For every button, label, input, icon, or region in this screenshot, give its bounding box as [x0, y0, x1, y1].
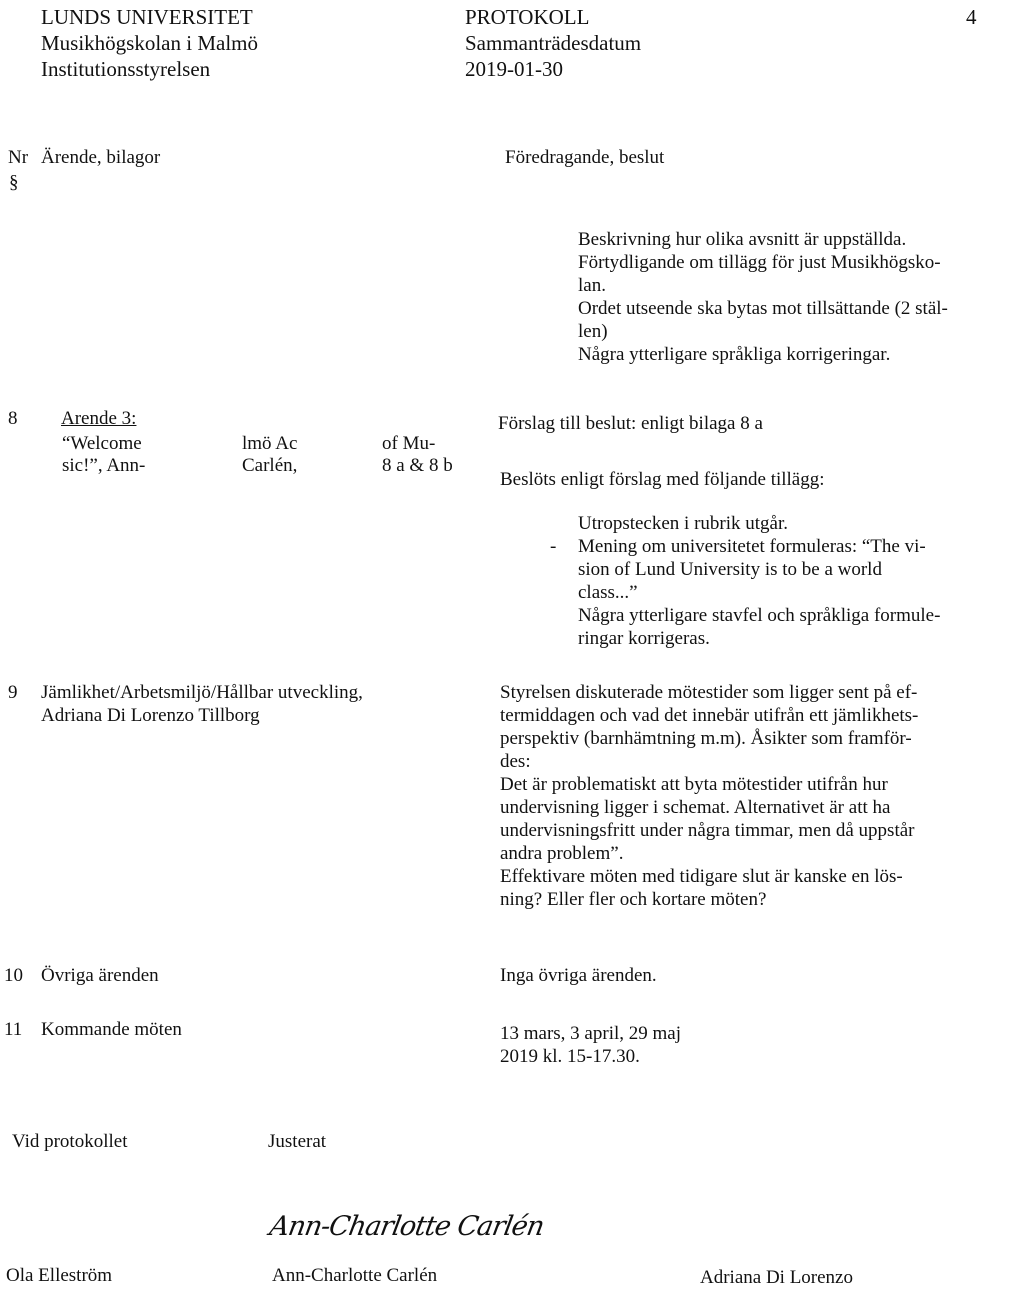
signature-ann-charlotte: Ann-Charlotte Carlén: [267, 1211, 547, 1242]
text-line: andra problem”.: [500, 843, 624, 864]
text-line: ning? Eller fler och kortare möten?: [500, 889, 767, 910]
item9-title: [41, 681, 363, 727]
date-line: 2019 kl. 15-17.30.: [500, 1046, 640, 1067]
note-line: Beskrivning hur olika avsnitt är uppställda.: [578, 229, 907, 250]
item11-number: 11: [4, 1019, 23, 1040]
item8-additions: [578, 512, 940, 650]
title-line: Jämlikhet/Arbetsmiljö/Hållbar utveckling,: [41, 682, 363, 703]
addition-line: Några ytterligare stavfel och språkliga formule-: [578, 605, 941, 626]
justerat-label: Justerat: [268, 1131, 327, 1152]
continued-notes: [578, 228, 948, 366]
note-line: Några ytterligare språkliga korrigeringar.: [578, 344, 891, 365]
item8-fragment-b: [242, 433, 297, 477]
text-line: undervisningsfritt under några timmar, men då uppstår: [500, 820, 915, 841]
item9-text: [500, 681, 918, 911]
university-header: [41, 4, 258, 82]
column-arende: Ärende, bilagor: [41, 147, 161, 168]
fragment-line: 8 a & 8 b: [382, 455, 453, 476]
text-line: Det är problematiskt att byta mötestider utifrån hur: [500, 774, 888, 795]
item8-decision: Beslöts enligt förslag med följande tillägg:: [500, 469, 825, 490]
text-line: undervisning ligger i schemat. Alternativet är att ha: [500, 797, 891, 818]
vid-protokollet-label: Vid protokollet: [12, 1131, 128, 1152]
item11-dates: [500, 1022, 681, 1068]
fragment-line: sic!”, Ann-: [62, 455, 146, 476]
protocol-header: [465, 4, 641, 82]
item10-number: 10: [4, 965, 23, 986]
school-name: Musikhögskolan i Malmö: [41, 31, 259, 55]
fragment-line: of Mu-: [382, 433, 436, 454]
addition-line: Mening om universitetet formuleras: “The vi-: [578, 536, 926, 557]
text-line: Effektivare möten med tidigare slut är kanske en lös-: [500, 866, 903, 887]
item9-number: 9: [8, 682, 18, 703]
date-line: 13 mars, 3 april, 29 maj: [500, 1023, 681, 1044]
addition-line: ringar korrigeras.: [578, 628, 710, 649]
meeting-date-label: Sammanträdesdatum: [465, 31, 642, 55]
column-section-sign: §: [9, 172, 19, 193]
item8-number: 8: [8, 408, 18, 429]
note-line: Förtydligande om tillägg för just Musikhögsko-: [578, 252, 941, 273]
item11-title: Kommande möten: [41, 1019, 182, 1040]
page-number: 4: [966, 5, 977, 29]
text-line: perspektiv (barnhämtning m.m). Åsikter som framför-: [500, 728, 912, 749]
item10-title: Övriga ärenden: [41, 965, 159, 986]
bullet-dash: -: [550, 536, 557, 557]
addition-line: sion of Lund University is to be a world: [578, 559, 882, 580]
meeting-date: 2019-01-30: [465, 57, 563, 81]
signatory-ola: Ola Elleström: [6, 1265, 113, 1286]
signatory-ann-charlotte: Ann-Charlotte Carlén: [272, 1265, 438, 1286]
column-nr: Nr: [8, 147, 29, 168]
addition-line: Utropstecken i rubrik utgår.: [578, 513, 789, 534]
fragment-line: “Welcome: [62, 433, 142, 454]
text-line: Styrelsen diskuterade mötestider som ligger sent på ef-: [500, 682, 918, 703]
item8-fragment-c: [382, 433, 453, 477]
addition-line: class...”: [578, 582, 638, 603]
note-line: Ordet utseende ska bytas mot tillsättande (2 stäl-: [578, 298, 948, 319]
fragment-line: Carlén,: [242, 455, 298, 476]
note-line: lan.: [578, 275, 606, 296]
title-line: Adriana Di Lorenzo Tillborg: [41, 705, 260, 726]
item10-decision: Inga övriga ärenden.: [500, 965, 657, 986]
board-name: Institutionsstyrelsen: [41, 57, 211, 81]
item8-title: Arende 3:: [61, 408, 137, 429]
university-name: LUNDS UNIVERSITET: [41, 5, 253, 29]
document-type: PROTOKOLL: [465, 5, 590, 29]
item8-proposal: Förslag till beslut: enligt bilaga 8 a: [498, 413, 763, 434]
fragment-line: lmö Ac: [242, 433, 298, 454]
text-line: termiddagen och vad det innebär utifrån ett jämlikhets-: [500, 705, 919, 726]
note-line: len): [578, 321, 608, 342]
item8-fragment-a: [62, 433, 145, 477]
signatory-adriana: Adriana Di Lorenzo: [700, 1267, 853, 1288]
text-line: des:: [500, 751, 531, 772]
column-foredragande: Föredragande, beslut: [505, 147, 665, 168]
